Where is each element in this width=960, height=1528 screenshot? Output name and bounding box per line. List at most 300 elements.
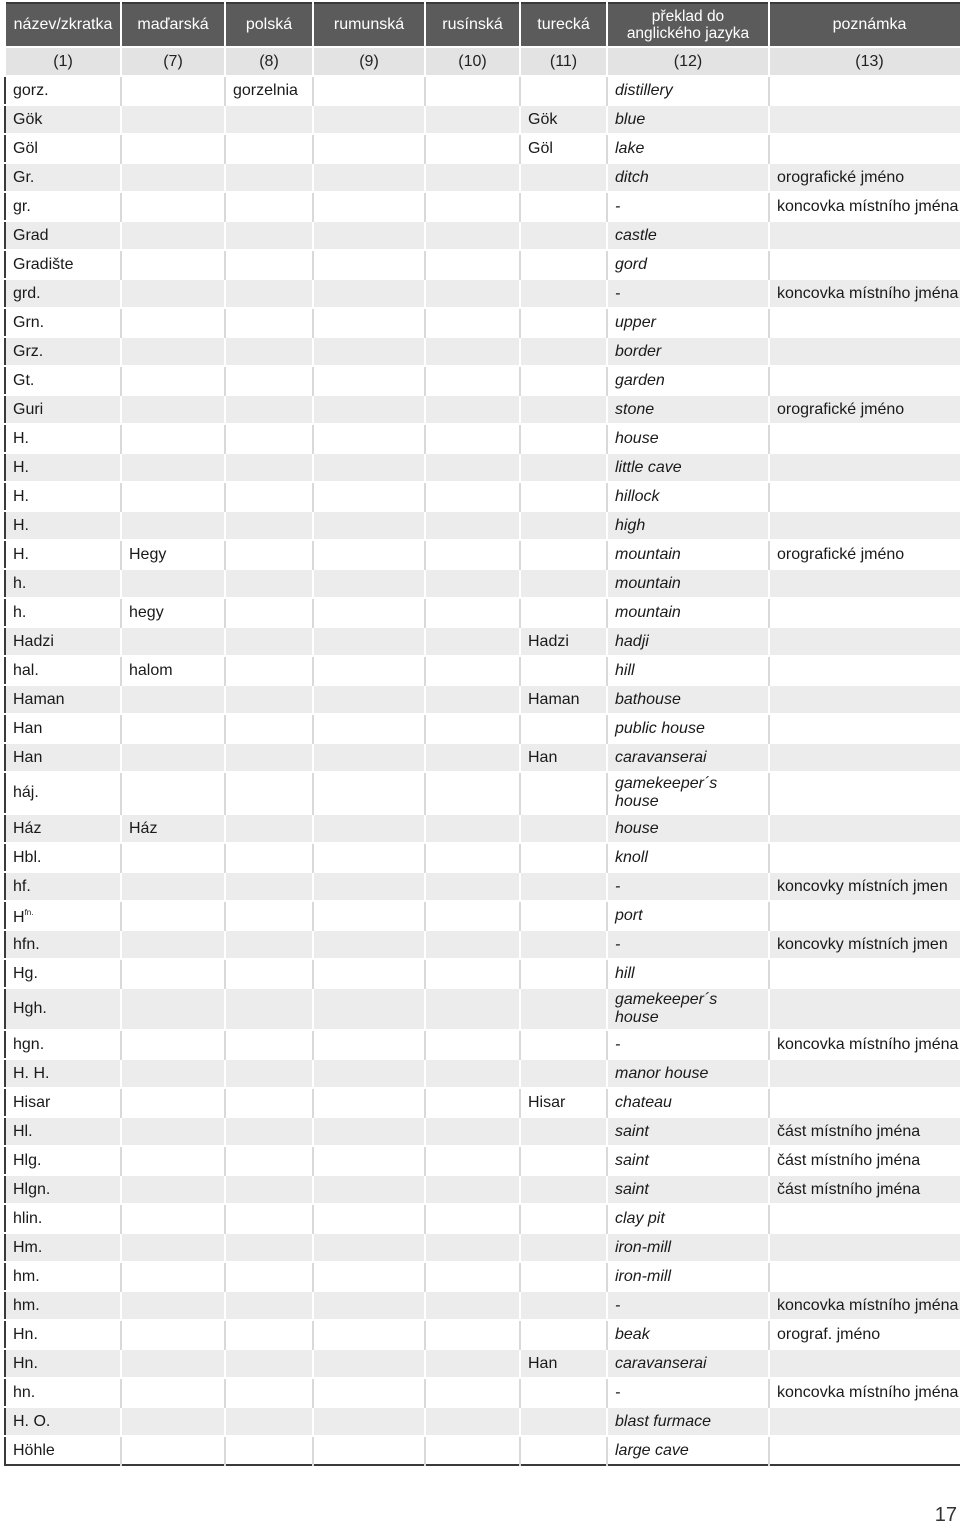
cell-note	[769, 988, 960, 1030]
cell-name: Hg.	[5, 959, 121, 988]
cell-note: orografické jméno	[769, 163, 960, 192]
cell-polish	[225, 988, 313, 1030]
cell-english: chateau	[607, 1088, 769, 1117]
table-row	[5, 1378, 960, 1407]
cell-name: Grad	[5, 221, 121, 250]
cell-turkish	[520, 76, 607, 105]
table-row	[5, 424, 960, 453]
cell-note	[769, 1436, 960, 1465]
column-number: (11)	[520, 47, 607, 76]
cell-name: hm.	[5, 1262, 121, 1291]
table-row	[5, 1088, 960, 1117]
cell-english: -	[607, 872, 769, 901]
cell-hungarian	[121, 308, 225, 337]
cell-romanian	[313, 134, 425, 163]
cell-hungarian	[121, 1146, 225, 1175]
table-row	[5, 901, 960, 930]
cell-english: mountain	[607, 540, 769, 569]
cell-hungarian	[121, 221, 225, 250]
cell-note	[769, 843, 960, 872]
table-row	[5, 1059, 960, 1088]
cell-note: koncovka místního jména	[769, 1291, 960, 1320]
cell-polish	[225, 627, 313, 656]
table-row	[5, 1233, 960, 1262]
cell-name: Gök	[5, 105, 121, 134]
table-row	[5, 395, 960, 424]
cell-turkish	[520, 1030, 607, 1059]
table-row	[5, 656, 960, 685]
cell-romanian	[313, 163, 425, 192]
cell-name: Grz.	[5, 337, 121, 366]
cell-rusyn	[425, 395, 520, 424]
table-row	[5, 1291, 960, 1320]
cell-note: koncovka místního jména	[769, 1378, 960, 1407]
table-row	[5, 250, 960, 279]
cell-rusyn	[425, 1407, 520, 1436]
cell-polish	[225, 685, 313, 714]
cell-turkish	[520, 598, 607, 627]
cell-rusyn	[425, 930, 520, 959]
cell-rusyn	[425, 598, 520, 627]
cell-polish	[225, 714, 313, 743]
cell-hungarian	[121, 1059, 225, 1088]
cell-polish	[225, 250, 313, 279]
cell-name: hm.	[5, 1291, 121, 1320]
cell-rusyn	[425, 1378, 520, 1407]
cell-name: Han	[5, 743, 121, 772]
cell-english: large cave	[607, 1436, 769, 1465]
cell-romanian	[313, 1349, 425, 1378]
header-cell-rusyn: rusínská	[425, 3, 520, 47]
cell-polish	[225, 1349, 313, 1378]
cell-english: clay pit	[607, 1204, 769, 1233]
cell-name: Gt.	[5, 366, 121, 395]
cell-turkish: Haman	[520, 685, 607, 714]
cell-hungarian	[121, 76, 225, 105]
table-row	[5, 1117, 960, 1146]
table-row	[5, 930, 960, 959]
cell-hungarian	[121, 1349, 225, 1378]
cell-polish	[225, 453, 313, 482]
table-row	[5, 1175, 960, 1204]
cell-name: hlin.	[5, 1204, 121, 1233]
cell-hungarian	[121, 192, 225, 221]
cell-note	[769, 1407, 960, 1436]
cell-english: public house	[607, 714, 769, 743]
cell-romanian	[313, 76, 425, 105]
cell-note	[769, 627, 960, 656]
cell-hungarian	[121, 1117, 225, 1146]
cell-note: koncovky místních jmen	[769, 930, 960, 959]
cell-turkish	[520, 843, 607, 872]
cell-english: garden	[607, 366, 769, 395]
cell-turkish	[520, 1407, 607, 1436]
cell-polish	[225, 772, 313, 814]
cell-hungarian	[121, 250, 225, 279]
header-cell-english: překlad do anglického jazyka	[607, 3, 769, 47]
cell-polish	[225, 1436, 313, 1465]
cell-polish	[225, 221, 313, 250]
cell-english: hill	[607, 656, 769, 685]
cell-name: H.	[5, 511, 121, 540]
cell-name: h.	[5, 569, 121, 598]
cell-rusyn	[425, 221, 520, 250]
cell-polish	[225, 511, 313, 540]
table-row	[5, 743, 960, 772]
cell-hungarian	[121, 1320, 225, 1349]
cell-hungarian	[121, 1407, 225, 1436]
cell-name: háj.	[5, 772, 121, 814]
cell-hungarian	[121, 105, 225, 134]
cell-note	[769, 685, 960, 714]
cell-hungarian	[121, 843, 225, 872]
header-row	[5, 3, 960, 47]
cell-note	[769, 814, 960, 843]
cell-name: hn.	[5, 1378, 121, 1407]
table-row	[5, 872, 960, 901]
cell-rusyn	[425, 482, 520, 511]
cell-romanian	[313, 988, 425, 1030]
cell-turkish	[520, 930, 607, 959]
cell-english: mountain	[607, 598, 769, 627]
cell-hungarian	[121, 134, 225, 163]
cell-polish	[225, 1059, 313, 1088]
cell-rusyn	[425, 134, 520, 163]
cell-romanian	[313, 105, 425, 134]
cell-english: stone	[607, 395, 769, 424]
cell-rusyn	[425, 959, 520, 988]
cell-rusyn	[425, 988, 520, 1030]
cell-english: hadji	[607, 627, 769, 656]
cell-polish	[225, 930, 313, 959]
cell-rusyn	[425, 901, 520, 930]
cell-name: Höhle	[5, 1436, 121, 1465]
cell-romanian	[313, 930, 425, 959]
cell-english: house	[607, 814, 769, 843]
cell-turkish	[520, 988, 607, 1030]
cell-turkish	[520, 250, 607, 279]
cell-rusyn	[425, 1030, 520, 1059]
cell-english: caravanserai	[607, 743, 769, 772]
cell-note	[769, 1204, 960, 1233]
cell-hungarian	[121, 337, 225, 366]
cell-rusyn	[425, 1088, 520, 1117]
table-row	[5, 627, 960, 656]
cell-english: gord	[607, 250, 769, 279]
cell-note	[769, 743, 960, 772]
cell-romanian	[313, 1407, 425, 1436]
table-row	[5, 1262, 960, 1291]
cell-english: border	[607, 337, 769, 366]
cell-romanian	[313, 337, 425, 366]
cell-english: -	[607, 930, 769, 959]
cell-english: -	[607, 1378, 769, 1407]
cell-rusyn	[425, 1291, 520, 1320]
cell-romanian	[313, 743, 425, 772]
cell-romanian	[313, 685, 425, 714]
table-row	[5, 511, 960, 540]
cell-note: koncovka místního jména	[769, 279, 960, 308]
cell-note	[769, 901, 960, 930]
cell-name: H. H.	[5, 1059, 121, 1088]
table-row	[5, 1436, 960, 1465]
table-row	[5, 540, 960, 569]
cell-note: koncovka místního jména	[769, 1030, 960, 1059]
cell-english: little cave	[607, 453, 769, 482]
table-row	[5, 843, 960, 872]
cell-rusyn	[425, 1204, 520, 1233]
cell-english: blue	[607, 105, 769, 134]
cell-rusyn	[425, 308, 520, 337]
cell-hungarian	[121, 930, 225, 959]
cell-hungarian	[121, 511, 225, 540]
cell-rusyn	[425, 192, 520, 221]
cell-note	[769, 105, 960, 134]
cell-rusyn	[425, 743, 520, 772]
cell-romanian	[313, 1088, 425, 1117]
cell-name: Göl	[5, 134, 121, 163]
cell-polish	[225, 1291, 313, 1320]
cell-name: H.	[5, 453, 121, 482]
cell-turkish	[520, 1320, 607, 1349]
cell-romanian	[313, 1030, 425, 1059]
cell-english: hillock	[607, 482, 769, 511]
cell-turkish	[520, 814, 607, 843]
cell-turkish	[520, 279, 607, 308]
cell-name-superscript: fn.	[24, 908, 34, 917]
cell-note	[769, 511, 960, 540]
cell-english: blast furmace	[607, 1407, 769, 1436]
cell-turkish	[520, 192, 607, 221]
cell-polish	[225, 598, 313, 627]
table-row	[5, 1146, 960, 1175]
cell-note	[769, 1059, 960, 1088]
cell-romanian	[313, 424, 425, 453]
cell-romanian	[313, 250, 425, 279]
cell-romanian	[313, 395, 425, 424]
cell-english: -	[607, 1030, 769, 1059]
cell-note	[769, 76, 960, 105]
cell-polish	[225, 1175, 313, 1204]
cell-name: Hlg.	[5, 1146, 121, 1175]
cell-note	[769, 1233, 960, 1262]
table-row	[5, 163, 960, 192]
cell-english: castle	[607, 221, 769, 250]
cell-name: hgn.	[5, 1030, 121, 1059]
cell-note	[769, 598, 960, 627]
cell-rusyn	[425, 366, 520, 395]
cell-polish	[225, 279, 313, 308]
column-number: (8)	[225, 47, 313, 76]
cell-english: bathouse	[607, 685, 769, 714]
cell-hungarian	[121, 988, 225, 1030]
cell-name: Hbl.	[5, 843, 121, 872]
cell-polish	[225, 1262, 313, 1291]
cell-name: Grn.	[5, 308, 121, 337]
cell-romanian	[313, 540, 425, 569]
cell-note	[769, 366, 960, 395]
cell-romanian	[313, 843, 425, 872]
cell-rusyn	[425, 105, 520, 134]
header-cell-turkish: turecká	[520, 3, 607, 47]
cell-romanian	[313, 872, 425, 901]
cell-name: Haman	[5, 685, 121, 714]
cell-turkish	[520, 1146, 607, 1175]
cell-romanian	[313, 656, 425, 685]
cell-turkish	[520, 1204, 607, 1233]
cell-hungarian	[121, 714, 225, 743]
cell-polish	[225, 843, 313, 872]
cell-name: Gr.	[5, 163, 121, 192]
cell-romanian	[313, 1320, 425, 1349]
cell-turkish	[520, 1262, 607, 1291]
cell-hungarian	[121, 1291, 225, 1320]
cell-romanian	[313, 569, 425, 598]
table-row	[5, 1407, 960, 1436]
column-number-row	[5, 47, 960, 76]
cell-hungarian	[121, 1262, 225, 1291]
cell-rusyn	[425, 1262, 520, 1291]
cell-note	[769, 714, 960, 743]
cell-name: Hn.	[5, 1320, 121, 1349]
table-row	[5, 685, 960, 714]
cell-polish	[225, 1233, 313, 1262]
cell-note	[769, 424, 960, 453]
header-cell-romanian: rumunská	[313, 3, 425, 47]
cell-rusyn	[425, 1436, 520, 1465]
table-row	[5, 1349, 960, 1378]
cell-name: Hm.	[5, 1233, 121, 1262]
cell-rusyn	[425, 424, 520, 453]
cell-romanian	[313, 511, 425, 540]
cell-polish	[225, 872, 313, 901]
column-number: (1)	[5, 47, 121, 76]
cell-polish	[225, 1146, 313, 1175]
abbreviation-table	[4, 2, 960, 1466]
cell-hungarian	[121, 901, 225, 930]
cell-english: beak	[607, 1320, 769, 1349]
cell-polish	[225, 134, 313, 163]
cell-english: saint	[607, 1117, 769, 1146]
cell-note	[769, 569, 960, 598]
cell-note	[769, 453, 960, 482]
cell-polish	[225, 743, 313, 772]
cell-note: orografické jméno	[769, 395, 960, 424]
cell-name: H.	[5, 540, 121, 569]
cell-note	[769, 337, 960, 366]
header-cell-note: poznámka	[769, 3, 960, 47]
cell-romanian	[313, 1378, 425, 1407]
cell-name: hal.	[5, 656, 121, 685]
cell-romanian	[313, 1436, 425, 1465]
cell-romanian	[313, 1204, 425, 1233]
cell-polish	[225, 163, 313, 192]
cell-note	[769, 250, 960, 279]
table-row	[5, 714, 960, 743]
cell-romanian	[313, 901, 425, 930]
cell-polish	[225, 1088, 313, 1117]
cell-polish	[225, 1378, 313, 1407]
cell-romanian	[313, 1146, 425, 1175]
cell-note: koncovka místního jména	[769, 192, 960, 221]
cell-polish	[225, 1204, 313, 1233]
cell-name: Han	[5, 714, 121, 743]
cell-romanian	[313, 627, 425, 656]
cell-english: caravanserai	[607, 1349, 769, 1378]
cell-turkish	[520, 511, 607, 540]
cell-english: iron-mill	[607, 1233, 769, 1262]
cell-polish	[225, 959, 313, 988]
cell-name: gr.	[5, 192, 121, 221]
cell-english: lake	[607, 134, 769, 163]
cell-polish	[225, 1320, 313, 1349]
cell-hungarian	[121, 772, 225, 814]
cell-romanian	[313, 959, 425, 988]
cell-hungarian	[121, 1378, 225, 1407]
cell-name: gorz.	[5, 76, 121, 105]
cell-turkish	[520, 221, 607, 250]
cell-note	[769, 656, 960, 685]
table-row	[5, 772, 960, 814]
cell-english: iron-mill	[607, 1262, 769, 1291]
cell-turkish	[520, 337, 607, 366]
cell-name: Hisar	[5, 1088, 121, 1117]
cell-romanian	[313, 598, 425, 627]
cell-romanian	[313, 1117, 425, 1146]
cell-polish	[225, 308, 313, 337]
cell-name: Hgh.	[5, 988, 121, 1030]
cell-name: H. O.	[5, 1407, 121, 1436]
cell-romanian	[313, 1262, 425, 1291]
cell-rusyn	[425, 627, 520, 656]
cell-romanian	[313, 279, 425, 308]
column-number: (7)	[121, 47, 225, 76]
cell-rusyn	[425, 843, 520, 872]
cell-english: -	[607, 1291, 769, 1320]
header-cell-polish: polská	[225, 3, 313, 47]
cell-hungarian	[121, 395, 225, 424]
table-row	[5, 366, 960, 395]
cell-hungarian	[121, 1175, 225, 1204]
cell-english: distillery	[607, 76, 769, 105]
cell-rusyn	[425, 163, 520, 192]
cell-turkish: Göl	[520, 134, 607, 163]
column-number: (12)	[607, 47, 769, 76]
table-row	[5, 1204, 960, 1233]
cell-turkish	[520, 772, 607, 814]
cell-turkish: Hadzi	[520, 627, 607, 656]
cell-note	[769, 134, 960, 163]
cell-hungarian	[121, 627, 225, 656]
cell-hungarian	[121, 482, 225, 511]
cell-polish	[225, 1407, 313, 1436]
cell-english: manor house	[607, 1059, 769, 1088]
cell-rusyn	[425, 569, 520, 598]
cell-hungarian	[121, 1030, 225, 1059]
cell-romanian	[313, 221, 425, 250]
cell-rusyn	[425, 279, 520, 308]
cell-turkish	[520, 1175, 607, 1204]
cell-polish	[225, 482, 313, 511]
cell-hungarian	[121, 366, 225, 395]
cell-turkish	[520, 1059, 607, 1088]
cell-hungarian	[121, 453, 225, 482]
cell-note	[769, 221, 960, 250]
cell-romanian	[313, 714, 425, 743]
cell-english: ditch	[607, 163, 769, 192]
cell-turkish: Han	[520, 743, 607, 772]
column-number: (13)	[769, 47, 960, 76]
